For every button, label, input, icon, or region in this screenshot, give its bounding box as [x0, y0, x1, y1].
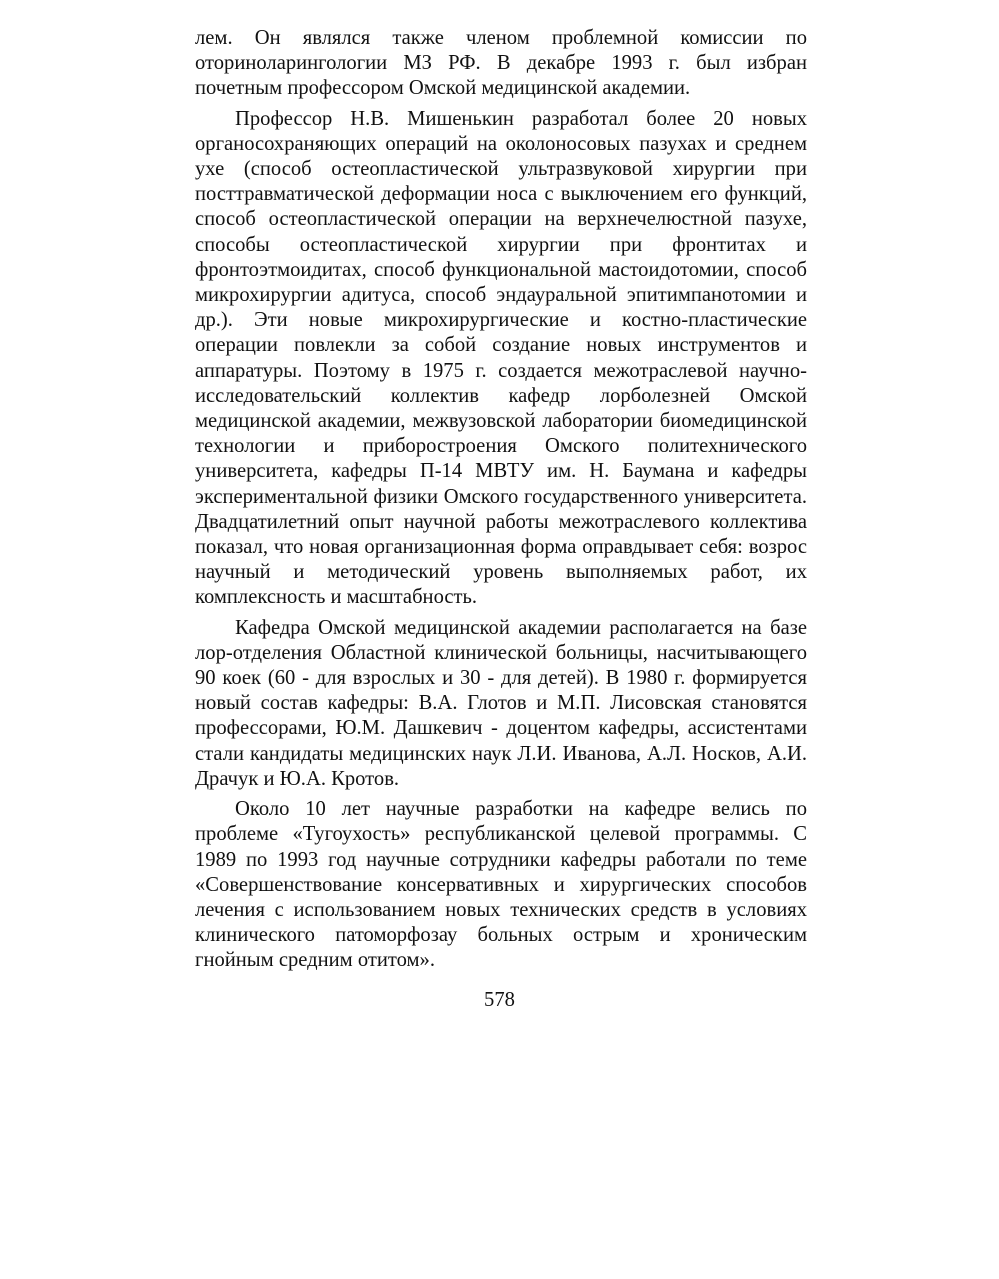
paragraph-operations: Профессор Н.В. Мишенькин разработал более 20 новых органосохраняющих операций на околоносовых пазухах и среднем ухе (способ остеопластической ультразвуковой хирургии при посттравматической деформации носа с выключением его функций, способ остеопластической операции на верхнечелюстной пазухе, способы остеопластической хирургии при фронтитах и фронтоэтмоидитах, способ функциональной мастоидотомии, способ микрохирургии адитуса, способ эндауральной эпитимпанотомии и др.). Эти новые микрохирургические и костно-пластические операции повлекли за собой создание новых инструментов и аппаратуры. Поэтому в 1975 г. создается межотраслевой научно-исследовательский коллектив кафедр лорболезней Омской медицинской академии, межвузовской лаборатории биомедицинской технологии и приборостроения Омского политехнического университета, кафедры П-14 МВТУ им. Н. Баумана и кафедры экспериментальной физики Омского государственного университета. Двадцатилетний опыт научной работы межотраслевого коллектива показал, что новая организационная форма оправдывает себя: возрос научный и методический уровень выполняемых работ, их комплексность и масштабность. — [195, 107, 807, 609]
paragraph-continued: лем. Он являлся также членом проблемной комиссии по оториноларингологии МЗ РФ. В декабре 1993 г. был избран почетным профессором Омской медицинской академии. — [195, 27, 807, 100]
paragraph-department: Кафедра Омской медицинской академии располагается на базе лор-отделения Областной клинической больницы, насчитывающего 90 коек (60 - для взрослых и 30 - для детей). В 1980 г. формируется новый состав кафедры: В.А. Глотов и М.П. Лисовская становятся профессорами, Ю.М. Дашкевич - доцентом кафедры, ассистентами стали кандидаты медицинских наук Л.И. Иванова, А.Л. Носков, А.И. Драчук и Ю.А. Кротов. — [195, 616, 807, 790]
page-number: 578 — [484, 989, 515, 1011]
paragraph-research: Около 10 лет научные разработки на кафедре велись по проблеме «Тугоухость» республиканской целевой программы. С 1989 по 1993 год научные сотрудники кафедры работали по теме «Совершенствование консервативных и хирургических способов лечения с использованием новых технических средств в условиях клинического патоморфозау больных острым и хроническим гнойным средним отитом». — [195, 798, 807, 972]
body-text — [195, 26, 807, 979]
